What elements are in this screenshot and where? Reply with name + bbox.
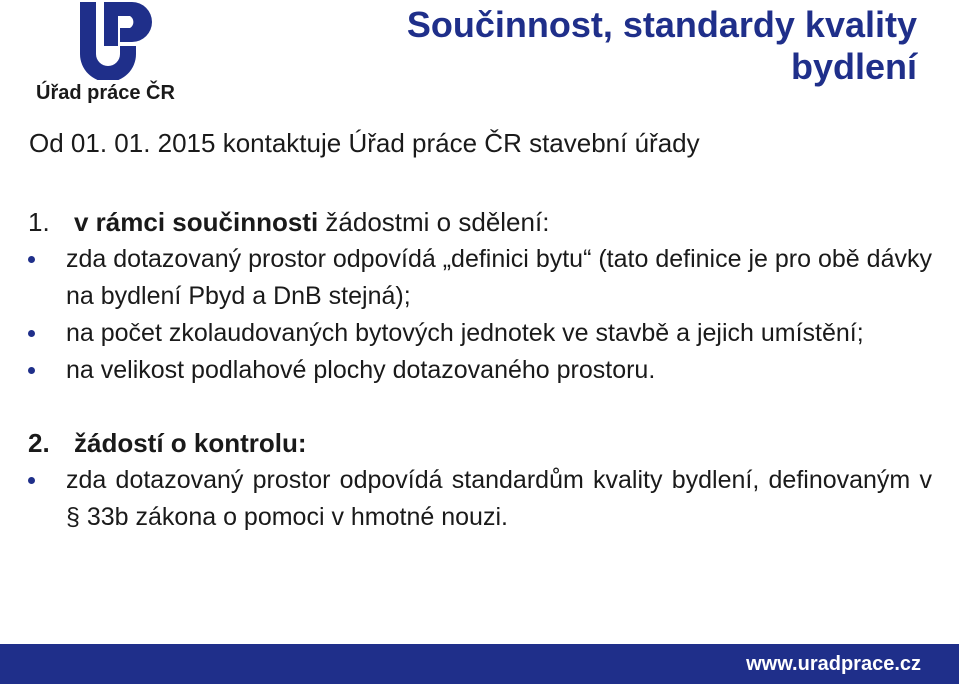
section1-number: 1. [28, 207, 50, 237]
list-item [28, 462, 932, 536]
footer-url-link[interactable]: www.uradprace.cz [746, 653, 921, 675]
footer-bar [0, 644, 959, 684]
content [28, 204, 932, 536]
section1-heading-rest: žádostmi o sdělení: [318, 207, 550, 237]
section2-heading [28, 425, 932, 462]
intro-text: Od 01. 01. 2015 kontaktuje Úřad práce ČR stavební úřady [29, 128, 700, 158]
page-title [407, 4, 917, 88]
up-logo-icon [80, 2, 152, 80]
list-item [28, 315, 932, 352]
list-item-text: na počet zkolaudovaných bytových jednotek ve stavbě a jejich umístění; [66, 319, 864, 347]
page-title-line1: Součinnost, standardy kvality [406, 4, 917, 45]
section1-heading-bold: v rámci součinnosti [74, 207, 319, 237]
section1-heading [28, 204, 932, 241]
logo [36, 2, 191, 107]
section2-list [28, 462, 932, 536]
section2-number: 2. [28, 428, 50, 458]
section2-heading-bold: žádostí o kontrolu: [74, 428, 307, 458]
list-item-text: zda dotazovaný prostor odpovídá „definici bytu“ (tato definice je pro obě dávky na bydlení Pbyd a DnB stejná); [66, 245, 932, 310]
list-item-text: na velikost podlahové plochy dotazovaného prostoru. [66, 356, 656, 384]
list-item-text: zda dotazovaný prostor odpovídá standardům kvality bydlení, definovaným v § 33b zákona o pomoci v hmotné nouzi. [66, 466, 932, 531]
list-item [28, 352, 932, 389]
page-title-line2: bydlení [790, 46, 917, 87]
bullet-icon [28, 330, 35, 337]
bullet-icon [28, 367, 35, 374]
list-item [28, 241, 932, 315]
bullet-icon [28, 256, 35, 263]
section1-list [28, 241, 932, 389]
bullet-icon [28, 477, 35, 484]
logo-org-name: Úřad práce ČR [36, 82, 175, 104]
